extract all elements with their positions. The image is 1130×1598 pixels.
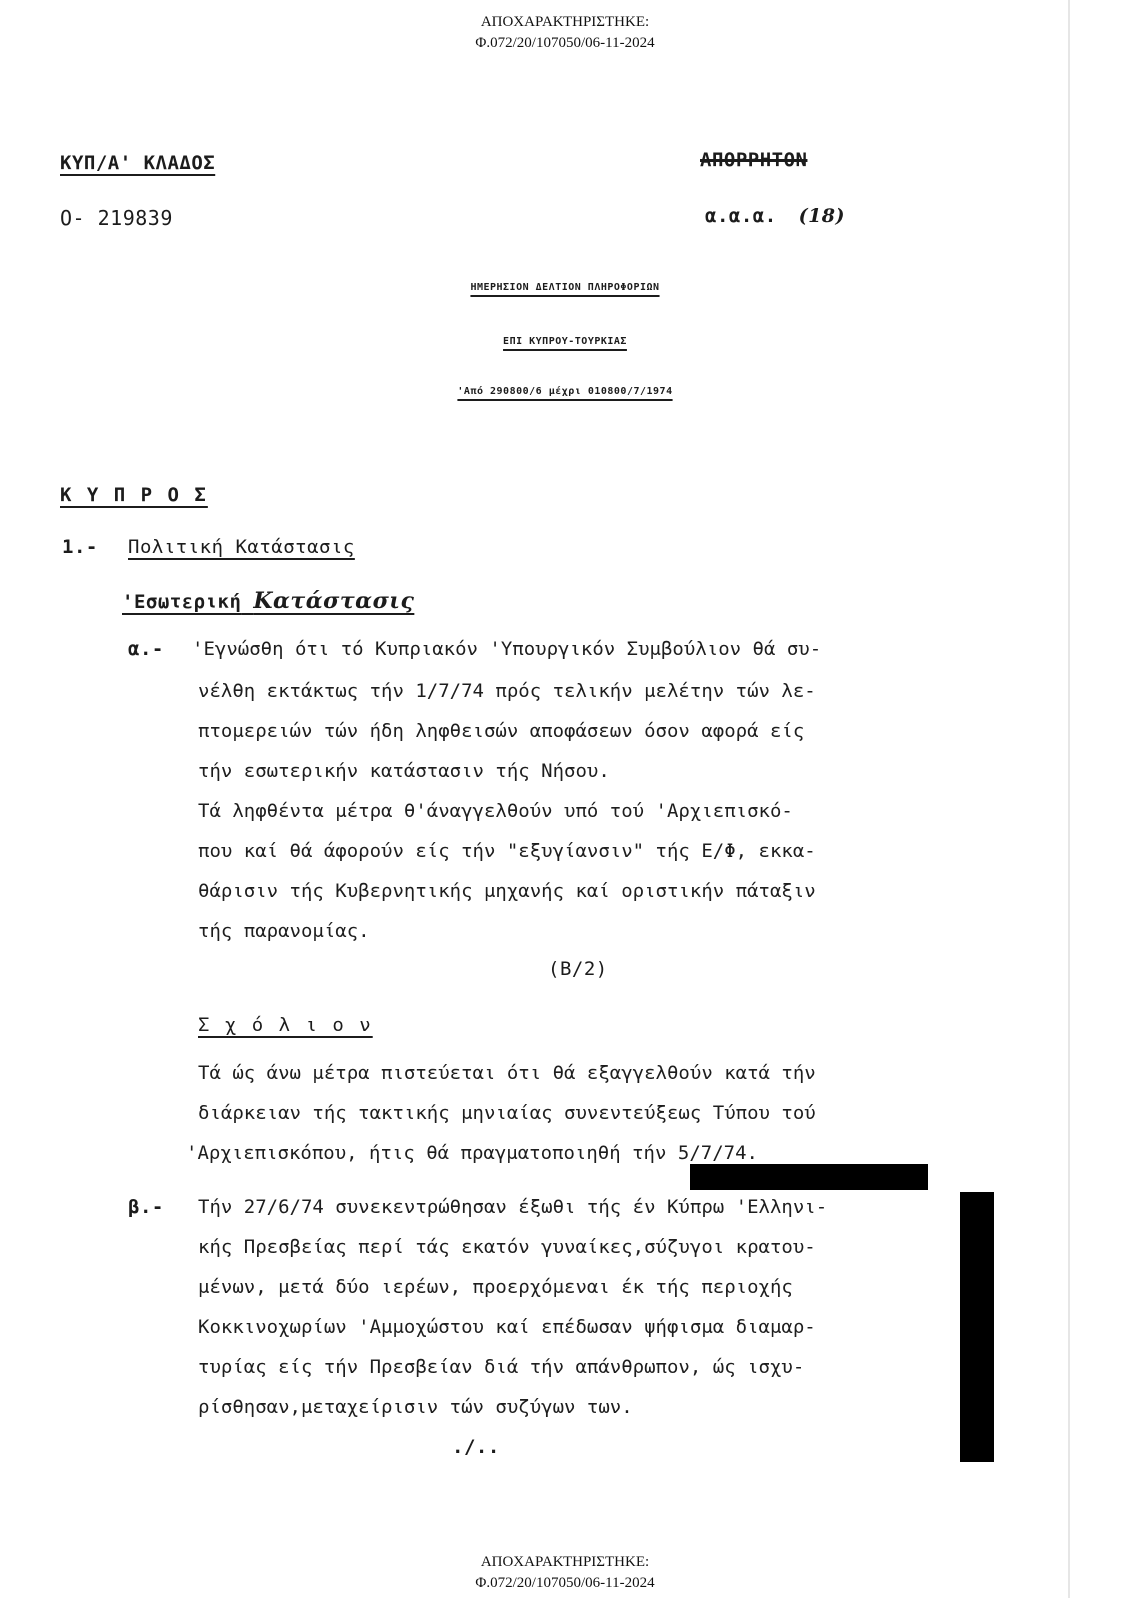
para-b-line: κής Πρεσβείας περί τάς εκατόν γυναίκες,σύζυγοι κρατου- [198,1236,816,1258]
title-line1: ΗΜΕΡΗΣΙΟΝ ΔΕΛΤΙΟΝ ΠΛΗΡΟΦΟΡΙΩΝ [470,282,660,293]
para-b-line: ρίσθησαν,μεταχείρισιν τών συζύγων των. [198,1396,633,1418]
comment-line: διάρκειαν τής τακτικής μηνιαίας συνεντεύξεως Τύπου τού [198,1102,816,1124]
source-grade: (Β/2) [548,958,608,980]
item-title: Πολιτική Κατάστασις [128,536,355,558]
para-a-marker: α.- [128,638,164,660]
branch-label: ΚΥΠ/Α' ΚΛΑΔΟΣ [60,152,216,174]
declassification-stamp-top [0,12,1130,54]
aaa-label [705,205,845,227]
para-a-line: 'Εγνώσθη ότι τό Κυπριακόν 'Υπουργικόν Συμβούλιον θά συ- [192,638,822,660]
para-b-line: τυρίας είς τήν Πρεσβείαν διά τήν απάνθρωπον, ώς ισχυ- [198,1356,805,1378]
para-a-line: νέλθη εκτάκτως τήν 1/7/74 πρός τελικήν μελέτην τών λε- [198,680,816,702]
subheading-typed: 'Εσωτερική [122,591,242,613]
declassification-line1: ΑΠΟΧΑΡΑΚΤΗΡΙΣΤΗΚΕ: [480,1554,650,1570]
comment-heading: Σ χ ό λ ι ο ν [198,1014,373,1036]
declassification-line2: Φ.072/20/107050/06-11-2024 [475,1575,655,1591]
section-heading: Κ Υ Π Ρ Ο Σ [60,484,208,506]
title-date-range: 'Από 290800/6 μέχρι 010800/7/1974 [457,386,673,397]
para-b-line: Τήν 27/6/74 συνεκεντρώθησαν έξωθι τής έν Κύπρω 'Ελληνι- [198,1196,828,1218]
para-a-line: που καί θά άφορούν είς τήν "εξυγίανσιν" τής Ε/Φ, εκκα- [198,840,816,862]
comment-line: Τά ώς άνω μέτρα πιστεύεται ότι θά εξαγγελθούν κατά τήν [198,1062,816,1084]
para-a-line: Τά ληφθέντα μέτρα θ'άναγγελθούν υπό τού 'Αρχιεπισκό- [198,800,793,822]
comment-line: 'Αρχιεπισκόπου, ήτις θά πραγματοποιηθή τήν 5/7/74. [186,1142,758,1164]
reference-number: Ο- 219839 [60,206,173,230]
subheading [122,588,414,614]
para-a-line: θάρισιν τής Κυβερνητικής μηχανής καί οριστικήν πάταξιν [198,880,816,902]
page-edge-shadow [1068,0,1070,1598]
subheading-handwritten: Κατάστασις [253,588,415,614]
declassification-line1: ΑΠΟΧΑΡΑΚΤΗΡΙΣΤΗΚΕ: [480,14,650,30]
continuation-mark: ./.. [452,1436,500,1458]
redaction-bar-vertical [960,1192,994,1462]
declassification-line2: Φ.072/20/107050/06-11-2024 [475,35,655,51]
para-b-marker: β.- [128,1196,164,1218]
title-line2: ΕΠΙ ΚΥΠΡΟΥ-ΤΟΥΡΚΙΑΣ [503,336,627,347]
para-b-line: Κοκκινοχωρίων 'Αμμοχώστου καί επέδωσαν ψήφισμα διαμαρ- [198,1316,816,1338]
para-a-line: τής παρανομίας. [198,920,370,942]
aaa-text: α.α.α. [705,205,777,227]
classification-struck: ΑΠΟΡΡΗΤΟΝ [700,149,808,171]
para-a-line: πτομερειών τών ήδη ληφθεισών αποφάσεων όσον αφορά είς [198,720,805,742]
redaction-bar [690,1164,928,1190]
declassification-stamp-bottom [0,1552,1130,1594]
para-a-line: τήν εσωτερικήν κατάστασιν τής Νήσου. [198,760,610,782]
para-b-line: μένων, μετά δύο ιερέων, προερχόμεναι έκ τής περιοχής [198,1276,793,1298]
item-number: 1.- [62,536,98,558]
aaa-number: (18) [798,205,846,227]
